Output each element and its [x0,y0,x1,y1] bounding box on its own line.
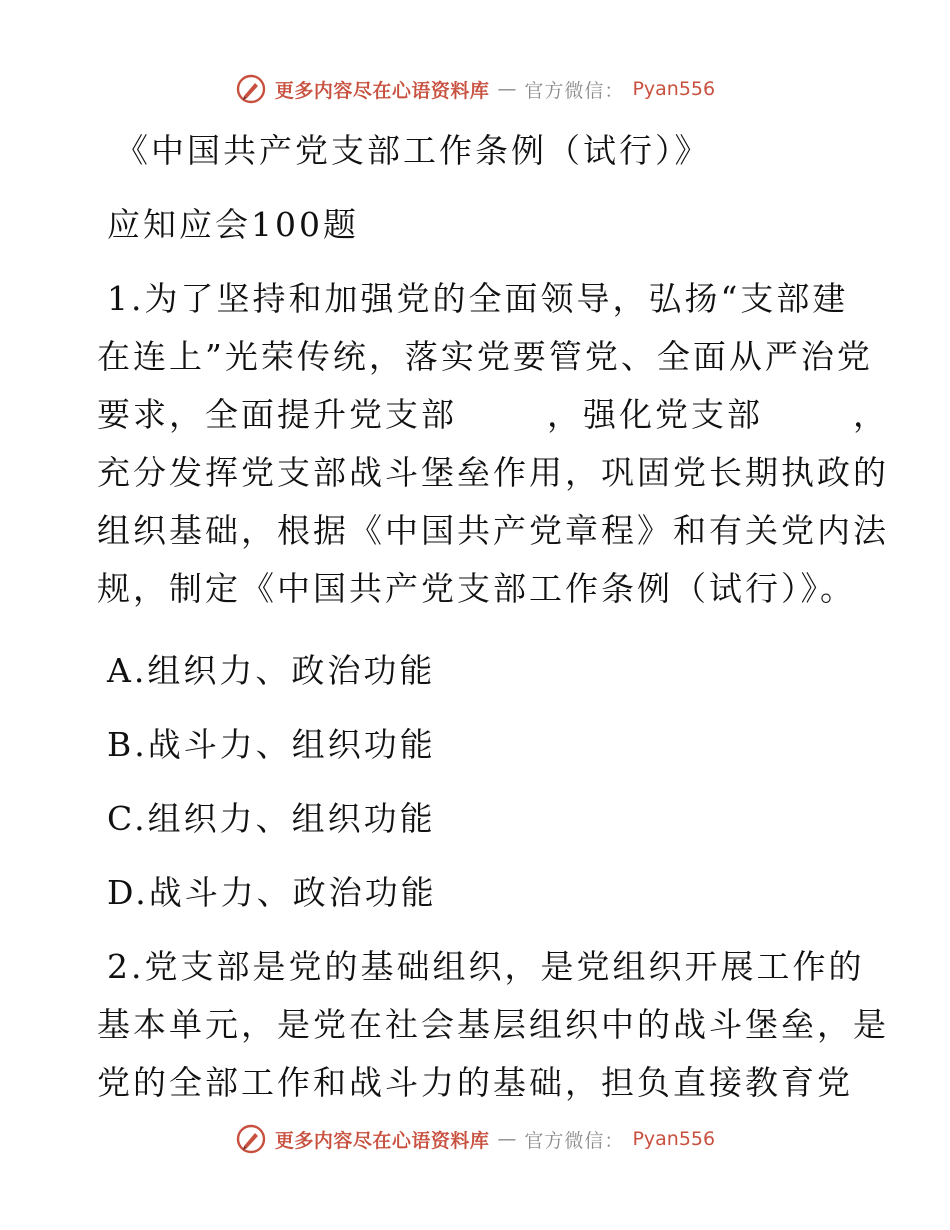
question-1-line-4: 充分发挥党支部战斗堡垒作用，巩固党长期执政的 [97,453,889,492]
question-1-line-2: 在连上”光荣传统，落实党要管党、全面从严治党 [97,337,873,376]
question-2 [97,938,889,1112]
question-1-line-6: 规，制定《中国共产党支部工作条例（试行）》。 [97,569,856,608]
option-d: D.战斗力、政治功能 [107,873,437,912]
question-2-line-3: 党的全部工作和战斗力的基础，担负直接教育党 [97,1063,853,1102]
banner-wechat-label: 官方微信： [524,1129,625,1152]
question-1-line-3-part-2: ，强化党支部 [547,395,763,434]
header-banner [0,69,950,109]
banner-wechat-id: Pyan556 [632,78,716,100]
document-title: 《中国共产党支部工作条例（试行）》 [115,131,711,170]
pen-logo-icon [235,1123,267,1155]
question-1-line-5: 组织基础，根据《中国共产党章程》和有关党内法 [97,511,889,550]
banner-main-text: 更多内容尽在心语资料库 [274,79,490,102]
question-1 [97,270,889,930]
question-1-line-3-part-3: ， [853,395,889,434]
banner-wechat-label: 官方微信： [524,79,625,102]
option-b: B.战斗力、组织功能 [107,725,436,764]
footer-banner [0,1119,950,1159]
option-a: A.组织力、政治功能 [107,651,436,690]
question-1-line-3 [97,386,889,444]
banner-wechat-id: Pyan556 [632,1128,716,1150]
pen-logo-icon [235,73,267,105]
question-1-line-1: 1.为了坚持和加强党的全面领导，弘扬“支部建 [107,279,849,318]
banner-main-text: 更多内容尽在心语资料库 [274,1129,490,1152]
document-body [97,122,889,1112]
question-1-options [97,634,857,930]
banner-separator: — [497,78,517,100]
banner-separator: — [497,1128,517,1150]
question-1-line-3-part-1: 要求，全面提升党支部 [97,395,457,434]
question-2-line-1: 2.党支部是党的基础组织，是党组织开展工作的 [107,947,865,986]
question-2-line-2: 基本单元，是党在社会基层组织中的战斗堡垒，是 [97,1005,889,1044]
document-subtitle: 应知应会100题 [107,205,359,244]
option-c: C.组织力、组织功能 [107,799,436,838]
